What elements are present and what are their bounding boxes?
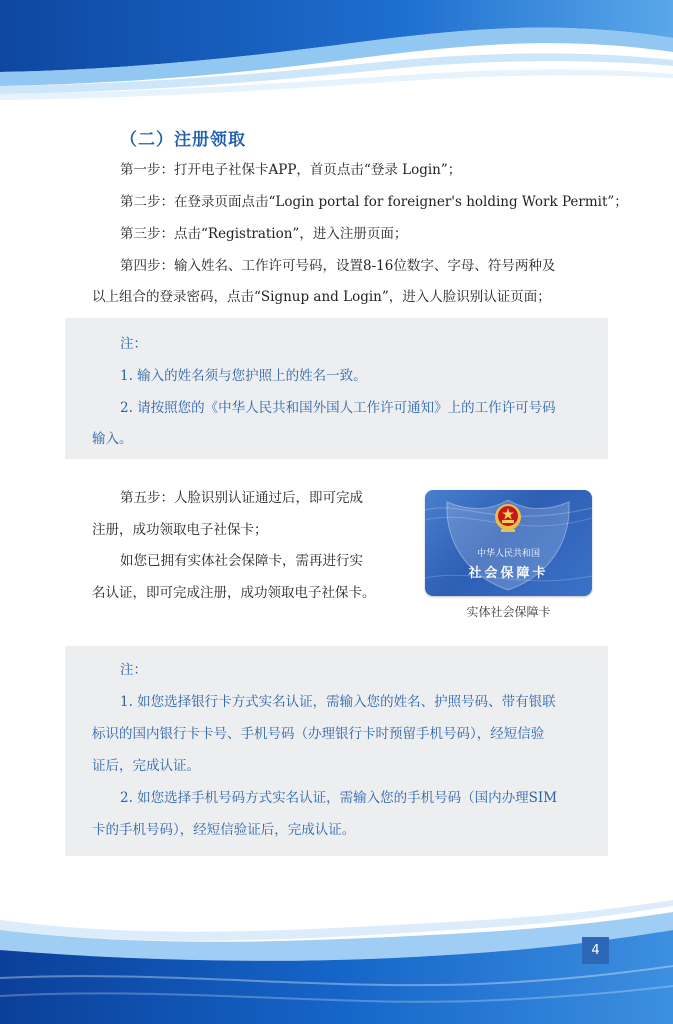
social-security-card-image <box>425 490 592 596</box>
step-5-text-line1: 第五步：人脸识别认证通过后，即可完成 <box>120 490 363 506</box>
page-number: 4 <box>582 937 609 964</box>
step-4-text-line2: 以上组合的登录密码，点击“Signup and Login”，进入人脸识别认证页面； <box>92 289 551 305</box>
note-2-label: 注： <box>120 662 147 678</box>
section-title: （二）注册领取 <box>120 130 246 150</box>
note-2-item-2-line1: 2. 如您选择手机号码方式实名认证，需输入您的手机号码（国内办理SIM <box>120 790 558 806</box>
note-2-item-2-line2: 卡的手机号码），经短信验证后，完成认证。 <box>92 822 356 838</box>
step-4-text-line1: 第四步：输入姓名、工作许可号码，设置8-16位数字、字母、符号两种及 <box>120 258 556 274</box>
step-5-text-line4: 名认证，即可完成注册，成功领取电子社保卡。 <box>92 585 376 601</box>
note-1-item-2-line1: 2. 请按照您的《中华人民共和国外国人工作许可通知》上的工作许可号码 <box>120 400 556 416</box>
note-2-item-1-line2: 标识的国内银行卡卡号、手机号码（办理银行卡时预留手机号码），经短信验 <box>92 726 545 742</box>
note-1-item-1: 1. 输入的姓名须与您护照上的姓名一致。 <box>120 368 367 384</box>
step-3-text: 第三步：点击“Registration”，进入注册页面； <box>120 226 408 242</box>
note-2-item-1-line1: 1. 如您选择银行卡方式实名认证，需输入您的姓名、护照号码、带有银联 <box>120 694 556 710</box>
national-emblem-icon <box>493 502 523 534</box>
footer-wave-decoration <box>0 900 673 1024</box>
card-name-text: 社会保障卡 <box>468 566 549 581</box>
step-5-text-line3: 如您已拥有实体社会保障卡，需再进行实 <box>120 553 363 569</box>
card-country-text: 中华人民共和国 <box>476 549 540 559</box>
step-5-text-line2: 注册，成功领取电子社保卡； <box>92 522 268 538</box>
card-caption: 实体社会保障卡 <box>466 605 551 619</box>
header-wave-decoration <box>0 0 673 110</box>
note-1-item-2-line2: 输入。 <box>92 431 133 447</box>
step-2-text: 第二步：在登录页面点击“Login portal for foreigner's holding Work Permit”； <box>120 194 628 210</box>
note-1-label: 注： <box>120 336 147 352</box>
note-2-item-1-line3: 证后，完成认证。 <box>92 758 200 774</box>
step-1-text: 第一步：打开电子社保卡APP，首页点击“登录 Login”； <box>120 162 462 178</box>
